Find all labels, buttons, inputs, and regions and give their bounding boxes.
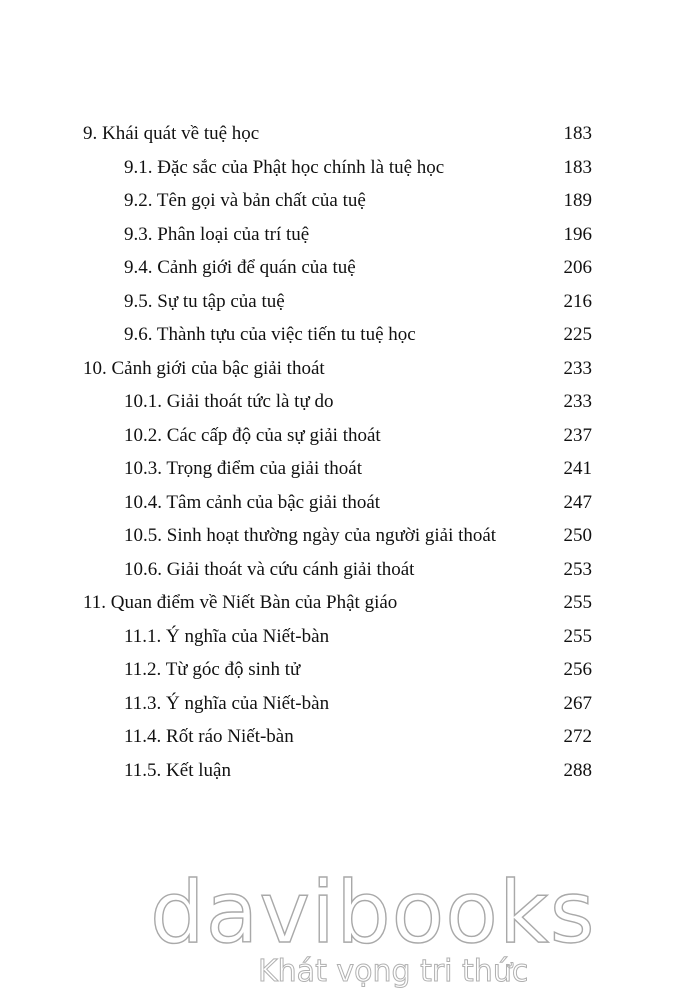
toc-entry-page: 216 <box>563 290 592 312</box>
toc-entry-page: 189 <box>563 190 592 211</box>
toc-entry-10-4 <box>0 486 700 520</box>
toc-entry-11-5 <box>0 754 700 788</box>
toc-entry-title: 9.4. Cảnh giới để quán của tuệ <box>124 257 356 278</box>
toc-entry-title: 10.4. Tâm cảnh của bậc giải thoát <box>124 491 381 513</box>
publisher-watermark <box>0 863 700 997</box>
toc-entry-page: 225 <box>563 324 592 345</box>
toc-entry-title: 11.4. Rốt ráo Niết-bàn <box>124 726 294 747</box>
watermark-slogan: Khát vọng tri thức <box>258 954 529 989</box>
toc-entry-10-5 <box>0 519 700 553</box>
toc-entry-title: 9.2. Tên gọi và bản chất của tuệ <box>124 190 366 211</box>
toc-entry-10-6 <box>0 553 700 587</box>
toc-entry-title: 9.3. Phân loại của trí tuệ <box>124 223 310 245</box>
toc-entry-title: 10.1. Giải thoát tức là tự do <box>124 391 334 412</box>
toc-entry-9-1 <box>0 151 700 185</box>
toc-entry-page: 233 <box>563 391 592 412</box>
toc-entry-9 <box>0 117 700 151</box>
toc-entry-9-5 <box>0 285 700 319</box>
toc-entry-9-4 <box>0 251 700 285</box>
watermark-brand: davibooks <box>150 863 596 963</box>
toc-entry-11-3 <box>0 687 700 721</box>
toc-entry-page: 183 <box>563 123 592 144</box>
toc-entry-title: 11.2. Từ góc độ sinh tử <box>124 659 301 680</box>
toc-entry-page: 183 <box>563 156 592 178</box>
toc-entry-title: 9.1. Đặc sắc của Phật học chính là tuệ học <box>124 156 445 178</box>
toc-entry-page: 237 <box>563 424 592 446</box>
toc-entry-title: 10.5. Sinh hoạt thường ngày của người giải thoát <box>124 525 497 546</box>
toc-entry-page: 247 <box>563 491 592 513</box>
toc-entry-title: 10.2. Các cấp độ của sự giải thoát <box>124 424 381 446</box>
toc-entry-page: 267 <box>563 692 592 714</box>
toc-entry-title: 11.3. Ý nghĩa của Niết-bàn <box>124 692 330 714</box>
toc-entry-page: 233 <box>563 357 592 379</box>
toc-entry-title: 11.1. Ý nghĩa của Niết-bàn <box>124 625 330 647</box>
toc-entry-page: 250 <box>563 525 592 546</box>
toc-entry-page: 253 <box>563 558 592 580</box>
toc-entry-page: 241 <box>563 458 592 479</box>
toc-entry-title: 11. Quan điểm về Niết Bàn của Phật giáo <box>83 592 398 613</box>
toc-entry-page: 206 <box>563 257 592 278</box>
toc-entry-11-2 <box>0 653 700 687</box>
table-of-contents <box>0 117 700 787</box>
toc-entry-10-2 <box>0 419 700 453</box>
toc-entry-11 <box>0 586 700 620</box>
toc-entry-title: 10. Cảnh giới của bậc giải thoát <box>83 357 325 379</box>
toc-entry-10-3 <box>0 452 700 486</box>
toc-entry-title: 9. Khái quát về tuệ học <box>83 123 260 144</box>
toc-entry-title: 11.5. Kết luận <box>124 759 231 781</box>
toc-entry-page: 272 <box>563 726 592 747</box>
toc-entry-9-3 <box>0 218 700 252</box>
toc-entry-10-1 <box>0 385 700 419</box>
toc-entry-page: 288 <box>563 759 592 781</box>
toc-entry-page: 255 <box>563 625 592 647</box>
toc-entry-11-1 <box>0 620 700 654</box>
toc-entry-title: 9.6. Thành tựu của việc tiến tu tuệ học <box>124 324 416 345</box>
toc-entry-title: 9.5. Sự tu tập của tuệ <box>124 290 285 312</box>
toc-entry-title: 10.6. Giải thoát và cứu cánh giải thoát <box>124 558 415 580</box>
toc-entry-11-4 <box>0 720 700 754</box>
toc-entry-title: 10.3. Trọng điểm của giải thoát <box>124 458 363 479</box>
toc-entry-10 <box>0 352 700 386</box>
toc-entry-9-6 <box>0 318 700 352</box>
toc-entry-9-2 <box>0 184 700 218</box>
toc-entry-page: 255 <box>563 592 592 613</box>
toc-entry-page: 256 <box>563 659 592 680</box>
toc-entry-page: 196 <box>563 223 592 245</box>
